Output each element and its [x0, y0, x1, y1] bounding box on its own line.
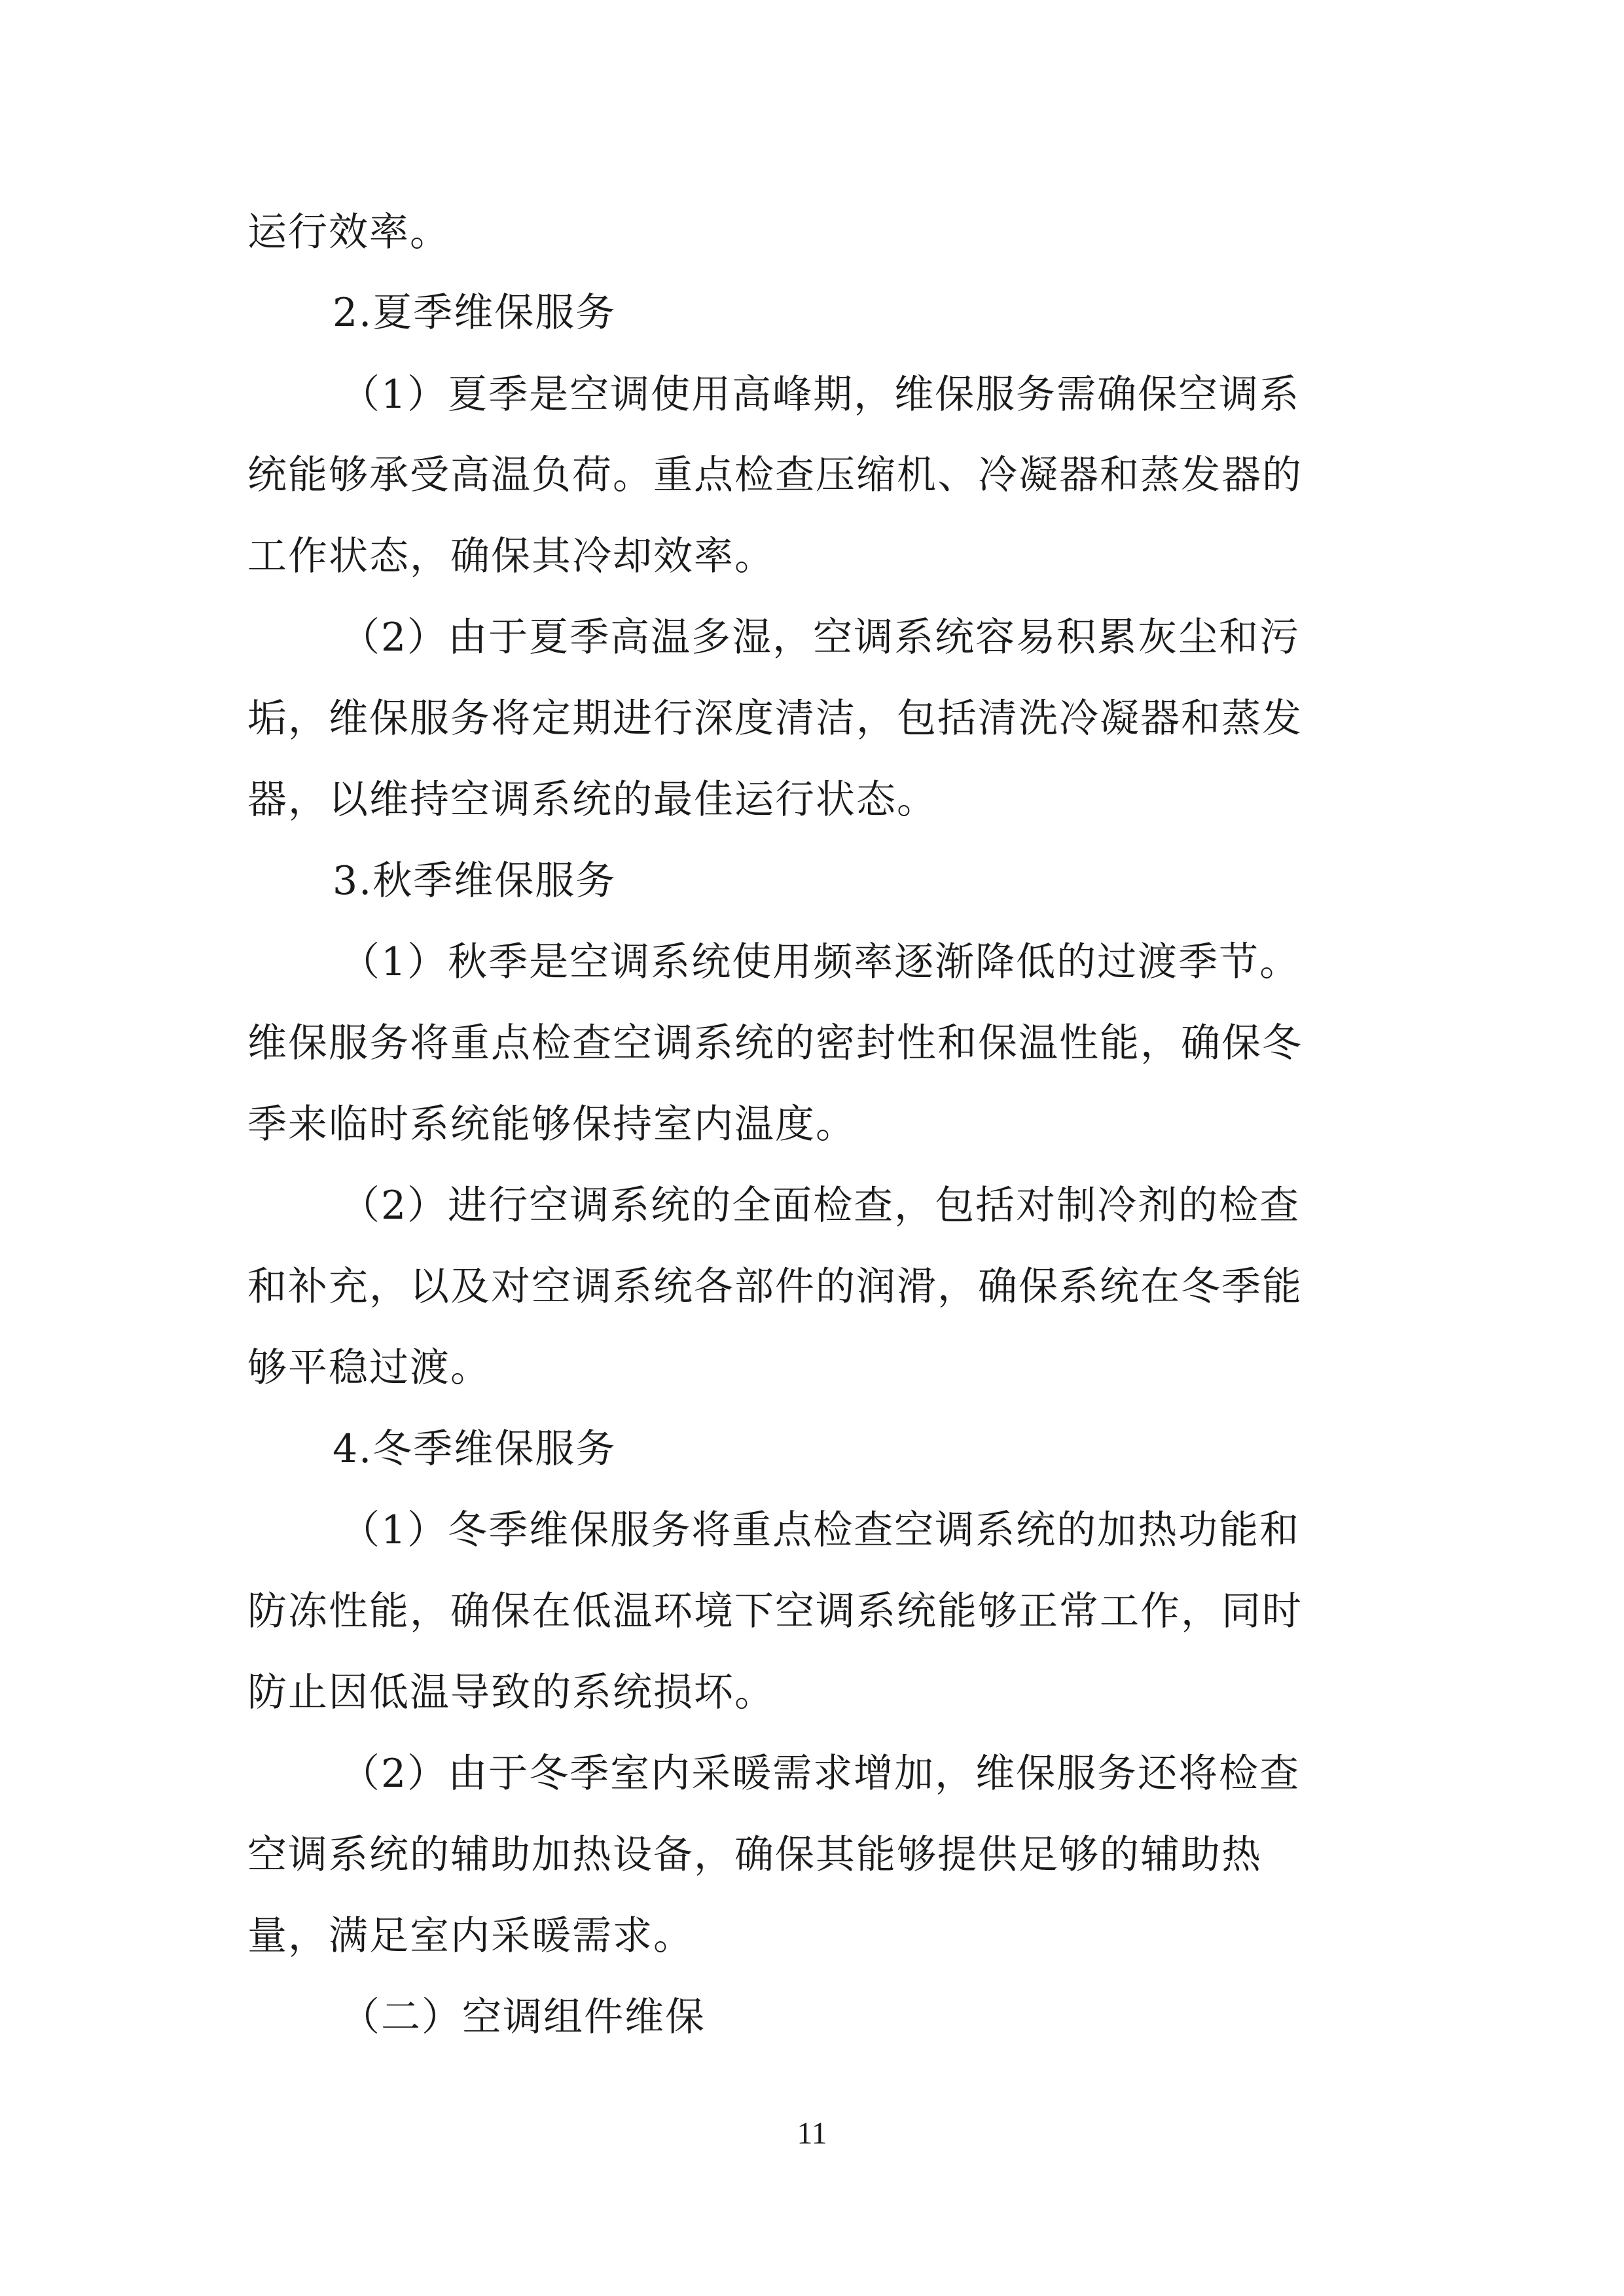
text-line: （1）秋季是空调系统使用频率逐渐降低的过渡季节。 [340, 939, 1301, 985]
page-number: 11 [797, 2116, 827, 2151]
section-heading-winter: 4.冬季维保服务 [333, 1426, 617, 1472]
text-line: 运行效率。 [247, 209, 450, 255]
text-line: 防冻性能，确保在低温环境下空调系统能够正常工作，同时 [247, 1588, 1303, 1634]
text-line: 和补充，以及对空调系统各部件的润滑，确保系统在冬季能 [247, 1264, 1303, 1310]
text-line: （2）进行空调系统的全面检查，包括对制冷剂的检查 [340, 1183, 1301, 1229]
text-line: 统能够承受高温负荷。重点检查压缩机、冷凝器和蒸发器的 [247, 452, 1303, 498]
text-line: 空调系统的辅助加热设备，确保其能够提供足够的辅助热 [247, 1832, 1262, 1878]
text-line: （1）夏季是空调使用高峰期，维保服务需确保空调系 [340, 372, 1301, 418]
text-line: 工作状态，确保其冷却效率。 [247, 533, 775, 579]
text-line: 够平稳过渡。 [247, 1345, 491, 1391]
text-line: 季来临时系统能够保持室内温度。 [247, 1102, 856, 1147]
text-line: （2）由于冬季室内采暖需求增加，维保服务还将检查 [340, 1751, 1301, 1797]
section-heading-components: （二）空调组件维保 [340, 1994, 706, 2040]
text-line: 量，满足室内采暖需求。 [247, 1913, 694, 1959]
text-line: 器，以维持空调系统的最佳运行状态。 [247, 777, 937, 823]
text-line: 垢，维保服务将定期进行深度清洁，包括清洗冷凝器和蒸发 [247, 696, 1303, 742]
section-heading-autumn: 3.秋季维保服务 [333, 858, 617, 904]
text-line: 防止因低温导致的系统损坏。 [247, 1670, 775, 1715]
text-line: 维保服务将重点检查空调系统的密封性和保温性能，确保冬 [247, 1020, 1303, 1066]
section-heading-summer: 2.夏季维保服务 [333, 290, 617, 336]
text-line: （1）冬季维保服务将重点检查空调系统的加热功能和 [340, 1507, 1301, 1553]
text-line: （2）由于夏季高温多湿，空调系统容易积累灰尘和污 [340, 615, 1301, 660]
